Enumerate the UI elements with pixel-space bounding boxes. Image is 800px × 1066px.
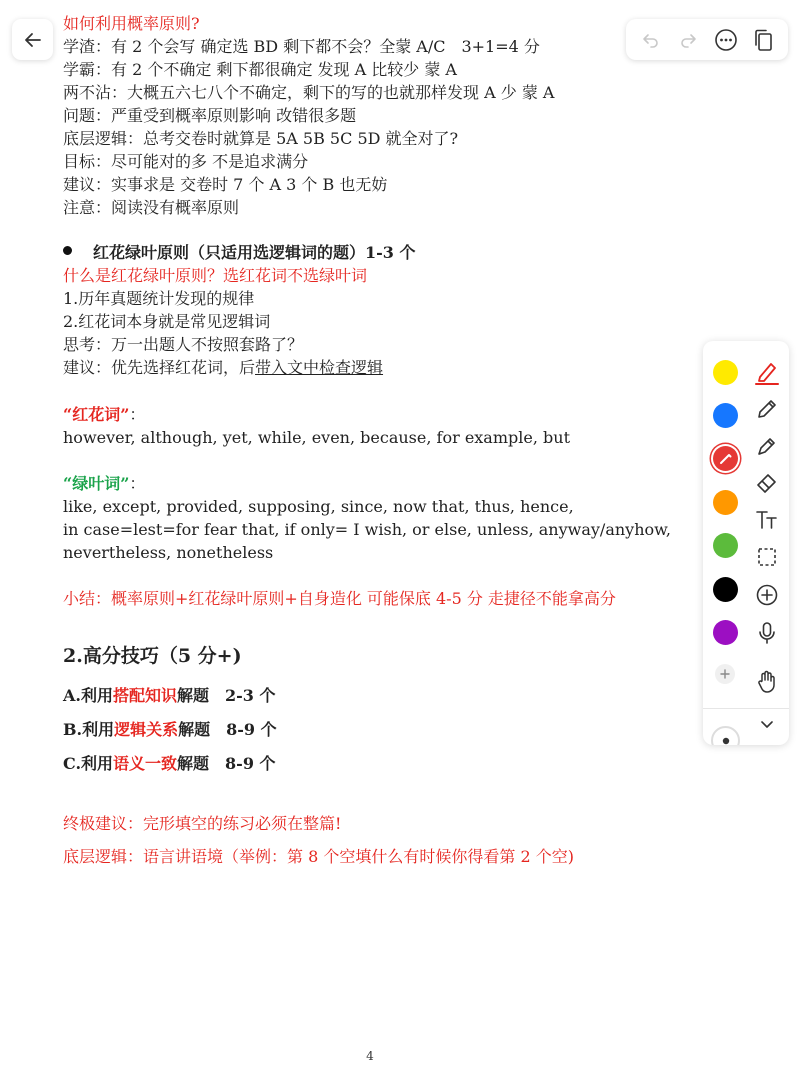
technique-prefix: C.利用: [63, 754, 114, 773]
stroke-size-button[interactable]: [711, 726, 740, 745]
section2-line: 2.红花词本身就是常见逻辑词: [63, 312, 271, 331]
technique-suffix: 解题 8-9 个: [177, 754, 276, 773]
technique-keyword: 语义一致: [113, 754, 178, 773]
pen-selected-icon: [713, 446, 738, 471]
chevron-down-icon: [759, 716, 775, 732]
color-swatch-purple[interactable]: [713, 620, 738, 645]
bullet-dot: [63, 246, 72, 255]
section1-line: 目标：尽可能对的多 不是追求满分: [63, 152, 309, 171]
technique-prefix: A.利用: [63, 686, 113, 705]
section1-title: 如何利用概率原则?: [63, 14, 200, 33]
color-swatch-green[interactable]: [713, 533, 738, 558]
section1-line: 问题：严重受到概率原则影响 改错很多题: [63, 106, 357, 125]
section1-line: 建议：实事求是 交卷时 7 个 A 3 个 B 也无妨: [63, 175, 388, 194]
section1-line: 学渣：有 2 个会写 确定选 BD 剩下都不会？全蒙 A/C 3+1=4 分: [63, 37, 540, 56]
plus-icon: [720, 669, 730, 679]
eraser-icon: [755, 471, 779, 495]
advice-text: 建议：优先选择红花词，后: [63, 358, 256, 377]
section3-heading: 2.高分技巧（5 分+): [63, 645, 242, 667]
arrow-left-icon: [23, 30, 43, 50]
green-word-list: nevertheless, nonetheless: [63, 543, 274, 562]
eraser-tool[interactable]: [753, 469, 781, 497]
green-word-list: in case=lest=for fear that, if only= I wish, or else, unless, anyway/anyhow,: [63, 520, 672, 539]
section1-line: 学霸：有 2 个不确定 剩下都很确定 发现 A 比较少 蒙 A: [63, 60, 457, 79]
technique-keyword: 逻辑关系: [114, 720, 179, 739]
color-swatch-blue[interactable]: [713, 403, 738, 428]
collapse-panel-button[interactable]: [753, 710, 781, 738]
text-tool[interactable]: [753, 506, 781, 534]
pencil-tool[interactable]: [753, 395, 781, 423]
color-swatch-red-selected[interactable]: [713, 446, 738, 471]
green-word-label: “绿叶词”: [63, 474, 130, 493]
section2-line: 思考：万一出题人不按照套路了？: [63, 335, 304, 354]
undo-icon: [641, 30, 661, 50]
text-icon: [754, 508, 780, 532]
page-number: 4: [366, 1049, 374, 1063]
more-horizontal-icon: [714, 28, 738, 52]
red-word-list: however, although, yet, while, even, because, for example, but: [63, 428, 570, 447]
summary-line: 小结：概率原则+红花绿叶原则+自身造化 可能保底 4-5 分 走捷径不能拿高分: [63, 589, 616, 608]
section2-title: 红花绿叶原则（只适用选逻辑词的题）1-3 个: [93, 243, 416, 262]
red-word-colon: ：: [129, 405, 146, 424]
advice-underlined-text: 带入文中检查逻辑: [255, 358, 384, 377]
bottom-logic: 底层逻辑：语言讲语境（举例：第 8 个空填什么有时候你得看第 2 个空): [63, 847, 574, 866]
pencil-icon: [755, 397, 779, 421]
lasso-select-tool[interactable]: [753, 543, 781, 571]
highlighter-icon: [754, 358, 780, 386]
section1-line: 两不沾：大概五六七八个不确定，剩下的写的也就那样发现 A 少 蒙 A: [63, 83, 555, 102]
green-word-colon: ：: [129, 474, 146, 493]
red-word-label: “红花词”: [63, 405, 130, 424]
top-toolbar: [626, 19, 788, 60]
microphone-icon: [755, 620, 779, 646]
technique-prefix: B.利用: [63, 720, 115, 739]
pen-tool-panel: [703, 341, 789, 745]
copy-pages-icon: [752, 28, 774, 52]
microphone-tool[interactable]: [753, 619, 781, 647]
stroke-size-dot-icon: [721, 736, 731, 746]
hand-gesture-tool[interactable]: [753, 668, 781, 696]
technique-keyword: 搭配知识: [113, 686, 178, 705]
technique-suffix: 解题 2-3 个: [177, 686, 276, 705]
technique-a: [63, 685, 276, 707]
pages-button[interactable]: [749, 26, 777, 54]
plus-circle-icon: [755, 583, 779, 607]
green-word-list: like, except, provided, supposing, since, now that, thus, hence,: [63, 497, 574, 516]
section2-line: [63, 357, 383, 379]
final-advice: 终极建议：完形填空的练习必须在整篇!: [63, 814, 342, 833]
more-button[interactable]: [712, 26, 740, 54]
technique-c: [63, 753, 276, 775]
pen-icon: [755, 434, 779, 458]
add-shape-tool[interactable]: [753, 581, 781, 609]
green-word-heading: [63, 473, 145, 495]
red-word-heading: [63, 404, 145, 426]
redo-icon: [678, 30, 698, 50]
redo-button[interactable]: [674, 26, 702, 54]
section2-line: 1.历年真题统计发现的规律: [63, 289, 255, 308]
color-swatch-yellow[interactable]: [713, 360, 738, 385]
technique-b: [63, 719, 277, 741]
section1-line: 底层逻辑：总考交卷时就算是 5A 5B 5C 5D 就全对了?: [63, 129, 459, 148]
highlighter-tool[interactable]: [753, 358, 781, 386]
pen-tool[interactable]: [753, 432, 781, 460]
color-swatch-orange[interactable]: [713, 490, 738, 515]
hand-icon: [755, 669, 779, 695]
technique-suffix: 解题 8-9 个: [178, 720, 277, 739]
add-color-button[interactable]: [715, 664, 735, 684]
selection-icon: [755, 545, 779, 569]
back-button[interactable]: [12, 19, 53, 60]
color-swatch-black[interactable]: [713, 577, 738, 602]
section1-line: 注意：阅读没有概率原则: [63, 198, 240, 217]
undo-button[interactable]: [637, 26, 665, 54]
section2-subtitle: 什么是红花绿叶原则？选红花词不选绿叶词: [63, 266, 368, 285]
panel-divider: [703, 708, 789, 709]
